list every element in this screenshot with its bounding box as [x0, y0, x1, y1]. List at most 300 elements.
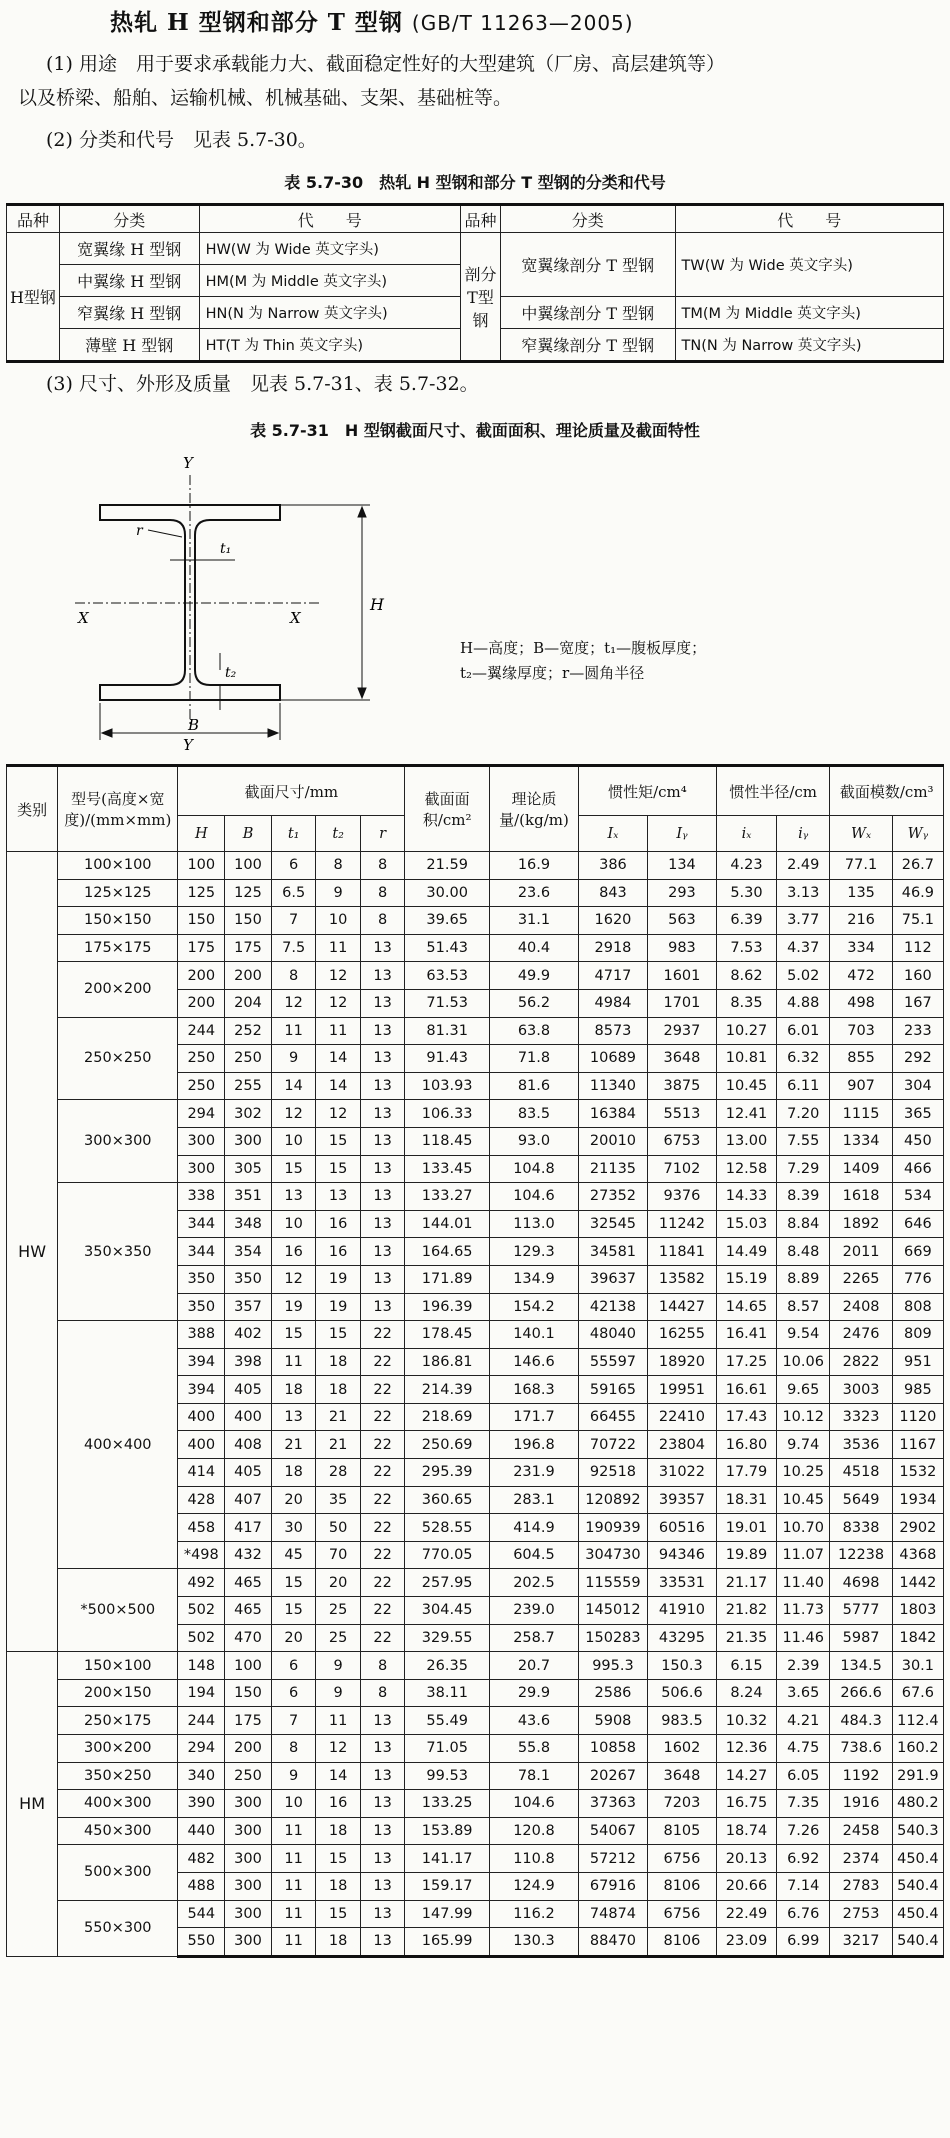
value-cell: 112.4 [892, 1707, 943, 1735]
value-cell: 20010 [578, 1127, 647, 1155]
value-cell: 11841 [647, 1238, 716, 1266]
value-cell: 22 [360, 1486, 405, 1514]
value-cell: 1601 [647, 962, 716, 990]
value-cell: 233 [892, 1017, 943, 1045]
value-cell: 168.3 [489, 1376, 578, 1404]
value-cell: 22 [360, 1541, 405, 1569]
value-cell: 1934 [892, 1486, 943, 1514]
value-cell: 175 [225, 1707, 272, 1735]
value-cell: 12 [316, 962, 361, 990]
value-cell: 300 [225, 1817, 272, 1845]
value-cell: 6756 [647, 1845, 716, 1873]
value-cell: 465 [225, 1597, 272, 1625]
value-cell: 492 [178, 1569, 225, 1597]
value-cell: 186.81 [405, 1348, 490, 1376]
value-cell: 93.0 [489, 1127, 578, 1155]
value-cell: 2822 [830, 1348, 892, 1376]
table-row [7, 1900, 944, 1928]
value-cell: 6 [271, 1652, 316, 1680]
value-cell: 482 [178, 1845, 225, 1873]
value-cell: 19 [271, 1293, 316, 1321]
value-cell: 15.19 [716, 1265, 776, 1293]
value-cell: 150 [225, 1679, 272, 1707]
value-cell: 2937 [647, 1017, 716, 1045]
model-cell: 125×125 [58, 879, 178, 907]
value-cell: 115559 [578, 1569, 647, 1597]
value-cell: 350 [178, 1265, 225, 1293]
value-cell: 23.09 [716, 1928, 776, 1957]
t1-right-code: TN(N 为 Narrow 英文字头) [675, 329, 943, 362]
value-cell: 329.55 [405, 1624, 490, 1652]
value-cell: 9.65 [777, 1376, 830, 1404]
value-cell: 7.55 [777, 1127, 830, 1155]
value-cell: 22 [360, 1514, 405, 1542]
value-cell: 125 [178, 879, 225, 907]
value-cell: 21.59 [405, 852, 490, 880]
value-cell: 66455 [578, 1403, 647, 1431]
value-cell: 164.65 [405, 1238, 490, 1266]
value-cell: 11340 [578, 1072, 647, 1100]
value-cell: 30 [271, 1514, 316, 1542]
value-cell: 10858 [578, 1735, 647, 1763]
value-cell: 21 [271, 1431, 316, 1459]
value-cell: 13 [360, 1238, 405, 1266]
value-cell: 528.55 [405, 1514, 490, 1542]
value-cell: 357 [225, 1293, 272, 1321]
value-cell: 9 [271, 1762, 316, 1790]
value-cell: 3648 [647, 1045, 716, 1073]
value-cell: 10 [271, 1790, 316, 1818]
value-cell: 13 [360, 1707, 405, 1735]
value-cell: 71.05 [405, 1735, 490, 1763]
value-cell: 669 [892, 1238, 943, 1266]
value-cell: 11242 [647, 1210, 716, 1238]
value-cell: 141.17 [405, 1845, 490, 1873]
value-cell: 550 [178, 1928, 225, 1957]
value-cell: 35 [316, 1486, 361, 1514]
fig-label-x-left: X [78, 609, 89, 627]
value-cell: 116.2 [489, 1900, 578, 1928]
value-cell: 258.7 [489, 1624, 578, 1652]
value-cell: 10.45 [716, 1072, 776, 1100]
value-cell: 33531 [647, 1569, 716, 1597]
value-cell: 12 [271, 1265, 316, 1293]
value-cell: 31.1 [489, 907, 578, 935]
value-cell: 502 [178, 1597, 225, 1625]
value-cell: 386 [578, 852, 647, 880]
value-cell: 10 [271, 1127, 316, 1155]
t1-left-type: 宽翼缘 H 型钢 [59, 233, 199, 265]
page-title [110, 4, 634, 37]
head-t1: t₁ [271, 816, 316, 852]
value-cell: 12 [271, 989, 316, 1017]
value-cell: 417 [225, 1514, 272, 1542]
t1-head-variety: 品种 [7, 205, 60, 233]
value-cell: 13 [360, 1045, 405, 1073]
value-cell: 12.58 [716, 1155, 776, 1183]
value-cell: 1115 [830, 1100, 892, 1128]
model-cell: 250×175 [58, 1707, 178, 1735]
table2-caption: 表 5.7-31 H 型钢截面尺寸、截面面积、理论质量及截面特性 [250, 421, 700, 440]
value-cell: 257.95 [405, 1569, 490, 1597]
value-cell: 995.3 [578, 1652, 647, 1680]
table-row [7, 1817, 944, 1845]
value-cell: 30.1 [892, 1652, 943, 1680]
value-cell: 15 [316, 1127, 361, 1155]
value-cell: 16 [316, 1238, 361, 1266]
value-cell: 20.66 [716, 1872, 776, 1900]
fig-label-y-bottom: Y [183, 736, 193, 754]
value-cell: 57212 [578, 1845, 647, 1873]
value-cell: 808 [892, 1293, 943, 1321]
value-cell: 1701 [647, 989, 716, 1017]
value-cell: 11 [316, 1707, 361, 1735]
value-cell: 22410 [647, 1403, 716, 1431]
value-cell: 216 [830, 907, 892, 935]
head-radius: 惯性半径/cm [716, 766, 829, 816]
value-cell: 45 [271, 1541, 316, 1569]
value-cell: 6.99 [777, 1928, 830, 1957]
value-cell: 2374 [830, 1845, 892, 1873]
value-cell: 29.9 [489, 1679, 578, 1707]
value-cell: 428 [178, 1486, 225, 1514]
value-cell: 350 [225, 1265, 272, 1293]
value-cell: 1532 [892, 1459, 943, 1487]
value-cell: 18920 [647, 1348, 716, 1376]
value-cell: 55.8 [489, 1735, 578, 1763]
value-cell: 4368 [892, 1541, 943, 1569]
value-cell: 27352 [578, 1183, 647, 1211]
value-cell: 8 [360, 1679, 405, 1707]
value-cell: 300 [178, 1155, 225, 1183]
value-cell: 8.62 [716, 962, 776, 990]
value-cell: 400 [178, 1431, 225, 1459]
value-cell: 244 [178, 1017, 225, 1045]
value-cell: 16 [271, 1238, 316, 1266]
value-cell: 1892 [830, 1210, 892, 1238]
value-cell: 77.1 [830, 852, 892, 880]
t1-left-variety: H型钢 [7, 233, 60, 362]
value-cell: 15 [271, 1155, 316, 1183]
value-cell: 3003 [830, 1376, 892, 1404]
value-cell: 165.99 [405, 1928, 490, 1957]
value-cell: 10.12 [777, 1403, 830, 1431]
value-cell: 13 [360, 1735, 405, 1763]
value-cell: 300 [225, 1928, 272, 1957]
value-cell: 776 [892, 1265, 943, 1293]
value-cell: 1167 [892, 1431, 943, 1459]
value-cell: 951 [892, 1348, 943, 1376]
value-cell: 470 [225, 1624, 272, 1652]
value-cell: 13 [360, 1928, 405, 1957]
value-cell: 534 [892, 1183, 943, 1211]
table-row [7, 934, 944, 962]
head-mass: 理论质量/(kg/m) [489, 766, 578, 852]
value-cell: 16384 [578, 1100, 647, 1128]
value-cell: 18 [271, 1376, 316, 1404]
value-cell: 21.17 [716, 1569, 776, 1597]
value-cell: 283.1 [489, 1486, 578, 1514]
value-cell: 160 [892, 962, 943, 990]
value-cell: 7.29 [777, 1155, 830, 1183]
value-cell: 100 [225, 1652, 272, 1680]
value-cell: 14 [316, 1762, 361, 1790]
value-cell: 154.2 [489, 1293, 578, 1321]
value-cell: 294 [178, 1100, 225, 1128]
value-cell: 150 [225, 907, 272, 935]
value-cell: 983 [647, 934, 716, 962]
value-cell: 14 [316, 1045, 361, 1073]
value-cell: 190939 [578, 1514, 647, 1542]
value-cell: 19 [316, 1293, 361, 1321]
value-cell: 465 [225, 1569, 272, 1597]
value-cell: 292 [892, 1045, 943, 1073]
value-cell: 440 [178, 1817, 225, 1845]
value-cell: 809 [892, 1321, 943, 1349]
t1-row [7, 233, 944, 265]
table-row [7, 1735, 944, 1763]
value-cell: 450.4 [892, 1900, 943, 1928]
value-cell: 125 [225, 879, 272, 907]
value-cell: 18 [316, 1928, 361, 1957]
value-cell: 907 [830, 1072, 892, 1100]
value-cell: 1409 [830, 1155, 892, 1183]
value-cell: 703 [830, 1017, 892, 1045]
value-cell: 167 [892, 989, 943, 1017]
value-cell: 7102 [647, 1155, 716, 1183]
value-cell: 133.25 [405, 1790, 490, 1818]
value-cell: 250 [178, 1072, 225, 1100]
t1-left-code: HM(M 为 Middle 英文字头) [199, 265, 460, 297]
value-cell: 11 [271, 1017, 316, 1045]
value-cell: 12 [271, 1100, 316, 1128]
value-cell: 1916 [830, 1790, 892, 1818]
value-cell: 178.45 [405, 1321, 490, 1349]
value-cell: 8105 [647, 1817, 716, 1845]
value-cell: 13 [316, 1183, 361, 1211]
value-cell: 22 [360, 1597, 405, 1625]
value-cell: 106.33 [405, 1100, 490, 1128]
value-cell: 360.65 [405, 1486, 490, 1514]
value-cell: 540.4 [892, 1872, 943, 1900]
value-cell: 63.53 [405, 962, 490, 990]
value-cell: 23804 [647, 1431, 716, 1459]
value-cell: 15 [316, 1155, 361, 1183]
value-cell: 340 [178, 1762, 225, 1790]
value-cell: 9 [316, 1652, 361, 1680]
model-cell: 200×150 [58, 1679, 178, 1707]
value-cell: 15 [271, 1597, 316, 1625]
value-cell: 17.79 [716, 1459, 776, 1487]
value-cell: 214.39 [405, 1376, 490, 1404]
value-cell: 304.45 [405, 1597, 490, 1625]
value-cell: 200 [178, 962, 225, 990]
table-row [7, 1762, 944, 1790]
value-cell: 407 [225, 1486, 272, 1514]
value-cell: 855 [830, 1045, 892, 1073]
value-cell: 130.3 [489, 1928, 578, 1957]
value-cell: 38.11 [405, 1679, 490, 1707]
value-cell: 250 [225, 1762, 272, 1790]
value-cell: 300 [225, 1790, 272, 1818]
value-cell: 9 [271, 1045, 316, 1073]
value-cell: 51.43 [405, 934, 490, 962]
value-cell: 23.6 [489, 879, 578, 907]
table-row [7, 1652, 944, 1680]
value-cell: 146.6 [489, 1348, 578, 1376]
value-cell: 113.0 [489, 1210, 578, 1238]
value-cell: 16 [316, 1210, 361, 1238]
value-cell: 305 [225, 1155, 272, 1183]
value-cell: 204 [225, 989, 272, 1017]
head-ix: iₓ [716, 816, 776, 852]
value-cell: 6.92 [777, 1845, 830, 1873]
value-cell: 3.13 [777, 879, 830, 907]
value-cell: 10.70 [777, 1514, 830, 1542]
value-cell: 7.26 [777, 1817, 830, 1845]
value-cell: 194 [178, 1679, 225, 1707]
value-cell: 5.02 [777, 962, 830, 990]
table-row [7, 1790, 944, 1818]
value-cell: 8106 [647, 1872, 716, 1900]
usage-paragraph-line2: 以及桥梁、船舶、运输机械、机械基础、支架、基础桩等。 [18, 87, 513, 109]
t1-right-type: 窄翼缘剖分 T 型钢 [500, 329, 675, 362]
value-cell: 133.45 [405, 1155, 490, 1183]
value-cell: 20 [271, 1486, 316, 1514]
value-cell: 16 [316, 1790, 361, 1818]
value-cell: 6 [271, 852, 316, 880]
t1-right-variety: 剖分T型钢 [461, 233, 501, 362]
value-cell: 480.2 [892, 1790, 943, 1818]
value-cell: 6.05 [777, 1762, 830, 1790]
value-cell: 388 [178, 1321, 225, 1349]
value-cell: 2918 [578, 934, 647, 962]
value-cell: 1842 [892, 1624, 943, 1652]
value-cell: 6.32 [777, 1045, 830, 1073]
value-cell: 19.01 [716, 1514, 776, 1542]
value-cell: 20 [316, 1569, 361, 1597]
value-cell: 3323 [830, 1403, 892, 1431]
value-cell: 3217 [830, 1928, 892, 1957]
t1-left-type: 薄壁 H 型钢 [59, 329, 199, 362]
value-cell: 2458 [830, 1817, 892, 1845]
value-cell: 450 [892, 1127, 943, 1155]
value-cell: 99.53 [405, 1762, 490, 1790]
value-cell: 344 [178, 1210, 225, 1238]
value-cell: 9 [316, 879, 361, 907]
value-cell: 9 [316, 1679, 361, 1707]
value-cell: 11 [271, 1817, 316, 1845]
value-cell: 13582 [647, 1265, 716, 1293]
value-cell: 8 [360, 852, 405, 880]
value-cell: 134.5 [830, 1652, 892, 1680]
table-row [7, 1321, 944, 1349]
value-cell: 28 [316, 1459, 361, 1487]
table-row [7, 852, 944, 880]
value-cell: 13 [360, 1872, 405, 1900]
value-cell: 8573 [578, 1017, 647, 1045]
value-cell: 394 [178, 1348, 225, 1376]
t1-head-type: 分类 [59, 205, 199, 233]
value-cell: 78.1 [489, 1762, 578, 1790]
value-cell: 92518 [578, 1459, 647, 1487]
value-cell: 502 [178, 1624, 225, 1652]
value-cell: 3536 [830, 1431, 892, 1459]
value-cell: 4984 [578, 989, 647, 1017]
value-cell: 13 [271, 1403, 316, 1431]
value-cell: 14.65 [716, 1293, 776, 1321]
value-cell: 70722 [578, 1431, 647, 1459]
head-area: 截面面积/cm² [405, 766, 490, 852]
value-cell: 488 [178, 1872, 225, 1900]
value-cell: 400 [178, 1403, 225, 1431]
value-cell: 3.65 [777, 1679, 830, 1707]
value-cell: 13 [271, 1183, 316, 1211]
value-cell: 466 [892, 1155, 943, 1183]
value-cell: 71.8 [489, 1045, 578, 1073]
value-cell: 22 [360, 1321, 405, 1349]
value-cell: 1602 [647, 1735, 716, 1763]
value-cell: 4.37 [777, 934, 830, 962]
value-cell: 6 [271, 1679, 316, 1707]
value-cell: 63.8 [489, 1017, 578, 1045]
head-model: 型号(高度×宽度)/(mm×mm) [58, 766, 178, 852]
value-cell: 266.6 [830, 1679, 892, 1707]
value-cell: 255 [225, 1072, 272, 1100]
value-cell: 344 [178, 1238, 225, 1266]
value-cell: 4.88 [777, 989, 830, 1017]
value-cell: 6.39 [716, 907, 776, 935]
value-cell: 300 [225, 1845, 272, 1873]
value-cell: 8.57 [777, 1293, 830, 1321]
value-cell: 300 [178, 1127, 225, 1155]
value-cell: 302 [225, 1100, 272, 1128]
table-row [7, 1569, 944, 1597]
value-cell: 294 [178, 1735, 225, 1763]
fig-label-x-right: X [290, 609, 301, 627]
value-cell: 159.17 [405, 1872, 490, 1900]
value-cell: 31022 [647, 1459, 716, 1487]
value-cell: 100 [225, 852, 272, 880]
value-cell: 1120 [892, 1403, 943, 1431]
value-cell: 67916 [578, 1872, 647, 1900]
value-cell: 153.89 [405, 1817, 490, 1845]
value-cell: 12 [316, 1735, 361, 1763]
value-cell: 8106 [647, 1928, 716, 1957]
head-Wy: Wᵧ [892, 816, 943, 852]
value-cell: 11 [271, 1928, 316, 1957]
model-cell: 175×175 [58, 934, 178, 962]
value-cell: 6.15 [716, 1652, 776, 1680]
value-cell: 74874 [578, 1900, 647, 1928]
value-cell: 22 [360, 1459, 405, 1487]
value-cell: 300 [225, 1872, 272, 1900]
value-cell: 8 [271, 962, 316, 990]
value-cell: 20.13 [716, 1845, 776, 1873]
value-cell: 348 [225, 1210, 272, 1238]
value-cell: 14.49 [716, 1238, 776, 1266]
value-cell: 1442 [892, 1569, 943, 1597]
head-H: H [178, 816, 225, 852]
value-cell: 6.11 [777, 1072, 830, 1100]
value-cell: 10689 [578, 1045, 647, 1073]
value-cell: 134.9 [489, 1265, 578, 1293]
value-cell: 394 [178, 1376, 225, 1404]
value-cell: 25 [316, 1597, 361, 1625]
value-cell: 135 [830, 879, 892, 907]
model-cell: *500×500 [58, 1569, 178, 1652]
value-cell: 202.5 [489, 1569, 578, 1597]
